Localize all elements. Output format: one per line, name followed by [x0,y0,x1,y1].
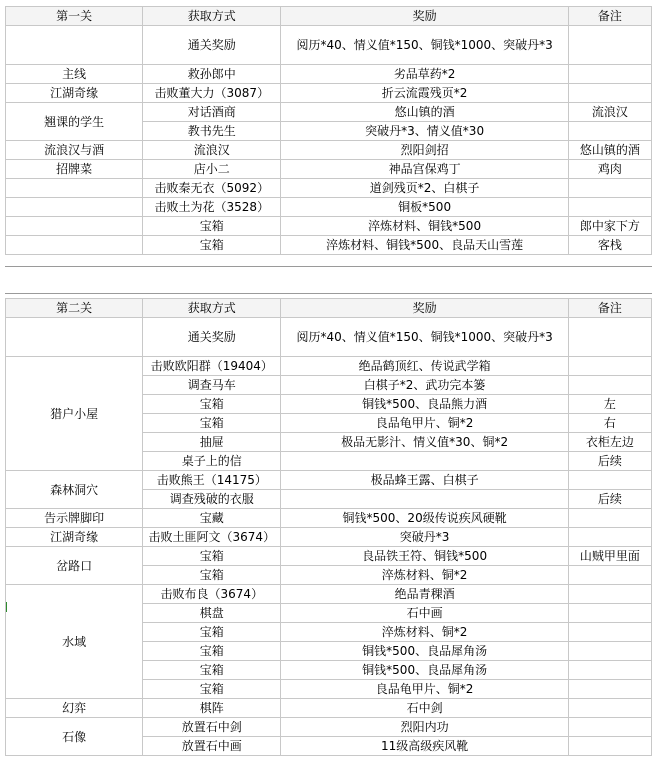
note-cell[interactable]: 山贼甲里面 [568,547,651,566]
group-cell[interactable] [6,198,143,217]
reward-cell[interactable]: 铜钱*500、良品犀角汤 [281,642,568,661]
table-header-row [6,299,652,318]
reward-cell[interactable]: 11级高级疾风靴 [281,737,568,756]
table-row [6,528,652,547]
header-note[interactable]: 备注 [568,7,651,26]
reward-cell[interactable]: 极品无影汁、情义值*30、铜*2 [281,433,568,452]
reward-cell[interactable]: 道剑残页*2、白棋子 [281,179,568,198]
note-cell[interactable] [568,623,651,642]
reward-cell[interactable]: 石中剑 [281,699,568,718]
group-cell[interactable]: 主线 [6,65,143,84]
table-separator [5,266,652,267]
reward-cell[interactable]: 淬炼材料、铜钱*500 [281,217,568,236]
header-level[interactable]: 第一关 [6,7,143,26]
note-cell[interactable]: 右 [568,414,651,433]
reward-cell[interactable]: 折云流霞残页*2 [281,84,568,103]
note-cell[interactable]: 左 [568,395,651,414]
method-cell[interactable]: 击败秦无衣（5092） [143,179,281,198]
method-cell[interactable]: 放置石中画 [143,737,281,756]
group-cell[interactable] [6,318,143,357]
note-cell[interactable] [568,376,651,395]
reward-cell[interactable]: 烈阳内功 [281,718,568,737]
note-cell[interactable] [568,65,651,84]
table-row [6,65,652,84]
method-cell[interactable]: 棋阵 [143,699,281,718]
header-level[interactable]: 第二关 [6,299,143,318]
group-cell[interactable]: 石像 [6,718,143,756]
group-cell[interactable]: 江湖奇缘 [6,528,143,547]
group-cell[interactable] [6,217,143,236]
group-cell[interactable]: 岔路口 [6,547,143,585]
note-cell[interactable] [568,528,651,547]
table-separator [5,293,652,294]
method-cell[interactable]: 宝藏 [143,509,281,528]
method-cell[interactable]: 棋盘 [143,604,281,623]
note-cell[interactable]: 衣柜左边 [568,433,651,452]
reward-cell[interactable]: 烈阳剑招 [281,141,568,160]
method-cell[interactable]: 抽屉 [143,433,281,452]
method-cell[interactable]: 宝箱 [143,395,281,414]
method-cell[interactable]: 击败土匪阿文（3674） [143,528,281,547]
table-row [6,585,652,604]
note-cell[interactable] [568,680,651,699]
note-cell[interactable]: 客栈 [568,236,651,255]
note-cell[interactable] [568,122,651,141]
method-cell[interactable]: 宝箱 [143,680,281,699]
table-row [6,547,652,566]
method-cell[interactable]: 宝箱 [143,566,281,585]
reward-cell[interactable]: 突破丹*3 [281,528,568,547]
group-cell[interactable]: 翘课的学生 [6,103,143,141]
table-row [6,26,652,65]
method-cell[interactable]: 击败欧阳群（19404） [143,357,281,376]
table-header-row [6,7,652,26]
method-cell[interactable]: 宝箱 [143,236,281,255]
note-cell[interactable] [568,661,651,680]
table-row [6,718,652,737]
note-cell[interactable]: 后续 [568,452,651,471]
note-cell[interactable]: 鸡肉 [568,160,651,179]
group-cell[interactable]: 水域 [6,585,143,699]
header-method[interactable]: 获取方式 [143,7,281,26]
reward-cell[interactable]: 良品龟甲片、铜*2 [281,414,568,433]
group-cell[interactable]: 告示牌脚印 [6,509,143,528]
table-row [6,160,652,179]
note-cell[interactable] [568,737,651,756]
table-row [6,509,652,528]
group-cell[interactable]: 猎户小屋 [6,357,143,471]
reward-cell[interactable]: 淬炼材料、铜*2 [281,623,568,642]
table-row [6,179,652,198]
note-cell[interactable] [568,509,651,528]
table-row [6,84,652,103]
table-row [6,103,652,122]
reward-cell[interactable]: 良品铁王符、铜钱*500 [281,547,568,566]
note-cell[interactable] [568,318,651,357]
note-cell[interactable] [568,718,651,737]
note-cell[interactable] [568,357,651,376]
method-cell[interactable]: 击败董大力（3087） [143,84,281,103]
reward-cell[interactable]: 神品宫保鸡丁 [281,160,568,179]
method-cell[interactable]: 通关奖励 [143,26,281,65]
method-cell[interactable]: 宝箱 [143,642,281,661]
method-cell[interactable]: 击败布良（3674） [143,585,281,604]
method-cell[interactable]: 调查残破的衣服 [143,490,281,509]
note-cell[interactable] [568,471,651,490]
reward-cell[interactable]: 淬炼材料、铜*2 [281,566,568,585]
method-cell[interactable]: 宝箱 [143,547,281,566]
method-cell[interactable]: 对话酒商 [143,103,281,122]
reward-cell[interactable]: 阅历*40、情义值*150、铜钱*1000、突破丹*3 [281,318,568,357]
reward-cell[interactable]: 石中画 [281,604,568,623]
reward-cell[interactable]: 良品龟甲片、铜*2 [281,680,568,699]
group-cell[interactable]: 幻弈 [6,699,143,718]
table-row [6,236,652,255]
reward-cell[interactable]: 铜钱*500、20级传说疾风硬靴 [281,509,568,528]
table-row [6,217,652,236]
note-cell[interactable] [568,699,651,718]
method-cell[interactable]: 调查马车 [143,376,281,395]
note-cell[interactable]: 流浪汉 [568,103,651,122]
header-reward[interactable]: 奖励 [281,7,568,26]
reward-cell[interactable] [281,452,568,471]
level-two-rewards-table [5,298,652,756]
note-cell[interactable] [568,585,651,604]
method-cell[interactable]: 教书先生 [143,122,281,141]
method-cell[interactable]: 店小二 [143,160,281,179]
header-note[interactable]: 备注 [568,299,651,318]
method-cell[interactable]: 桌子上的信 [143,452,281,471]
level-one-rewards-table [5,6,652,255]
method-cell[interactable]: 救孙郎中 [143,65,281,84]
reward-cell[interactable]: 绝品鹤顶红、传说武学箱 [281,357,568,376]
group-cell[interactable]: 森林洞穴 [6,471,143,509]
note-cell[interactable] [568,604,651,623]
group-cell[interactable]: 江湖奇缘 [6,84,143,103]
reward-cell[interactable]: 铜钱*500、良品犀角汤 [281,661,568,680]
table-row [6,318,652,357]
reward-cell[interactable]: 白棋子*2、武功完本篓 [281,376,568,395]
table-row [6,699,652,718]
group-cell[interactable]: 招牌菜 [6,160,143,179]
group-cell[interactable] [6,26,143,65]
reward-cell[interactable]: 绝品青稞酒 [281,585,568,604]
header-reward[interactable]: 奖励 [281,299,568,318]
reward-cell[interactable]: 阅历*40、情义值*150、铜钱*1000、突破丹*3 [281,26,568,65]
note-cell[interactable]: 郎中家下方 [568,217,651,236]
method-cell[interactable]: 宝箱 [143,661,281,680]
method-cell[interactable]: 宝箱 [143,217,281,236]
reward-cell[interactable]: 淬炼材料、铜钱*500、良品天山雪莲 [281,236,568,255]
header-method[interactable]: 获取方式 [143,299,281,318]
reward-cell[interactable]: 悠山镇的酒 [281,103,568,122]
note-cell[interactable] [568,84,651,103]
group-cell[interactable]: 流浪汉与酒 [6,141,143,160]
reward-cell[interactable]: 极品蜂王露、白棋子 [281,471,568,490]
note-cell[interactable] [568,26,651,65]
method-cell[interactable]: 宝箱 [143,623,281,642]
method-cell[interactable]: 通关奖励 [143,318,281,357]
method-cell[interactable]: 击败熊王（14175） [143,471,281,490]
reward-cell[interactable]: 铜钱*500、良品熊力酒 [281,395,568,414]
note-cell[interactable] [568,566,651,585]
table-row [6,141,652,160]
note-cell[interactable]: 悠山镇的酒 [568,141,651,160]
method-cell[interactable]: 放置石中剑 [143,718,281,737]
note-cell[interactable] [568,179,651,198]
method-cell[interactable]: 击败土为花（3528） [143,198,281,217]
reward-cell[interactable] [281,490,568,509]
note-cell[interactable] [568,642,651,661]
note-cell[interactable]: 后续 [568,490,651,509]
reward-cell[interactable]: 突破丹*3、情义值*30 [281,122,568,141]
group-cell[interactable] [6,236,143,255]
group-cell[interactable] [6,179,143,198]
table-row [6,198,652,217]
table-row [6,357,652,376]
table-row [6,471,652,490]
method-cell[interactable]: 宝箱 [143,414,281,433]
method-cell[interactable]: 流浪汉 [143,141,281,160]
reward-cell[interactable]: 铜板*500 [281,198,568,217]
reward-cell[interactable]: 劣品草药*2 [281,65,568,84]
note-cell[interactable] [568,198,651,217]
